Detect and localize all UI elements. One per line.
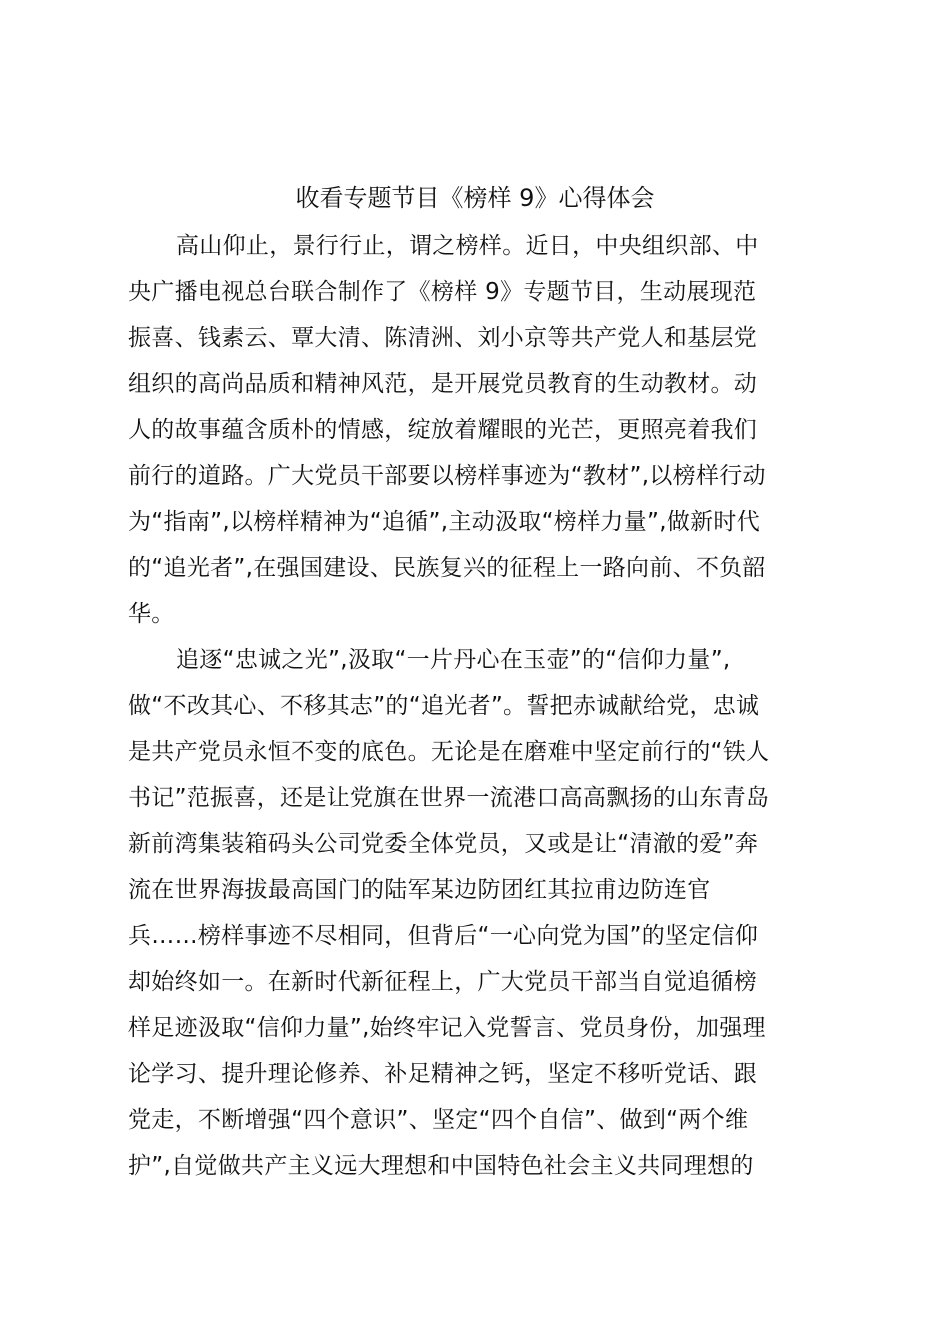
text-line: 书记”范振喜，还是让党旗在世界一流港口高高飘扬的山东青岛: [128, 785, 770, 811]
text-line: 新前湾集装箱码头公司党委全体党员，又或是让“清澈的爱”奔: [128, 831, 759, 857]
document-body: [128, 223, 838, 1189]
text-line: 央广播电视总台联合制作了《榜样 9》专题节目，生动展现范: [128, 279, 757, 305]
text-line: 论学习、提升理论修养、补足精神之钙，坚定不移听党话、跟: [128, 1061, 758, 1087]
text-line: 流在世界海拔最高国门的陆军某边防团红其拉甫边防连官: [128, 877, 711, 903]
text-line: 高山仰止，景行行止，谓之榜样。近日，中央组织部、中: [176, 233, 759, 259]
text-line: 兵……榜样事迹不尽相同，但背后“一心向党为国”的坚定信仰: [128, 923, 759, 949]
text-line: 做“不改其心、不移其志”的“追光者”。誓把赤诚献给党，忠诚: [128, 693, 760, 719]
text-line: 人的故事蕴含质朴的情感，绽放着耀眼的光芒，更照亮着我们: [128, 417, 758, 443]
page-title: 收看专题节目《榜样 9》心得体会: [295, 184, 655, 212]
text-line: 组织的高尚品质和精神风范，是开展党员教育的生动教材。动: [128, 371, 758, 397]
paragraph-1: [128, 223, 838, 637]
text-line: 华。: [128, 601, 175, 627]
text-line: 振喜、钱素云、覃大清、陈清洲、刘小京等共产党人和基层党: [128, 325, 758, 351]
text-line: 却始终如一。在新时代新征程上，广大党员干部当自觉追循榜: [128, 969, 758, 995]
text-line: 党走，不断增强“四个意识”、坚定“四个自信”、做到“两个维: [128, 1107, 749, 1133]
paragraph-2: [128, 637, 838, 1189]
text-line: 护”,自觉做共产主义远大理想和中国特色社会主义共同理想的: [128, 1153, 754, 1179]
text-line: 为“指南”,以榜样精神为“追循”,主动汲取“榜样力量”,做新时代: [128, 509, 761, 535]
text-line: 是共产党员永恒不变的底色。无论是在磨难中坚定前行的“铁人: [128, 739, 770, 765]
text-line: 样足迹汲取“信仰力量”,始终牢记入党誓言、党员身份，加强理: [128, 1015, 766, 1041]
text-line: 的“追光者”,在强国建设、民族复兴的征程上一路向前、不负韶: [128, 555, 766, 581]
text-line: 前行的道路。广大党员干部要以榜样事迹为“教材”,以榜样行动: [128, 463, 766, 489]
text-line: 追逐“忠诚之光”,汲取“一片丹心在玉壶”的“信仰力量”,: [176, 647, 731, 673]
